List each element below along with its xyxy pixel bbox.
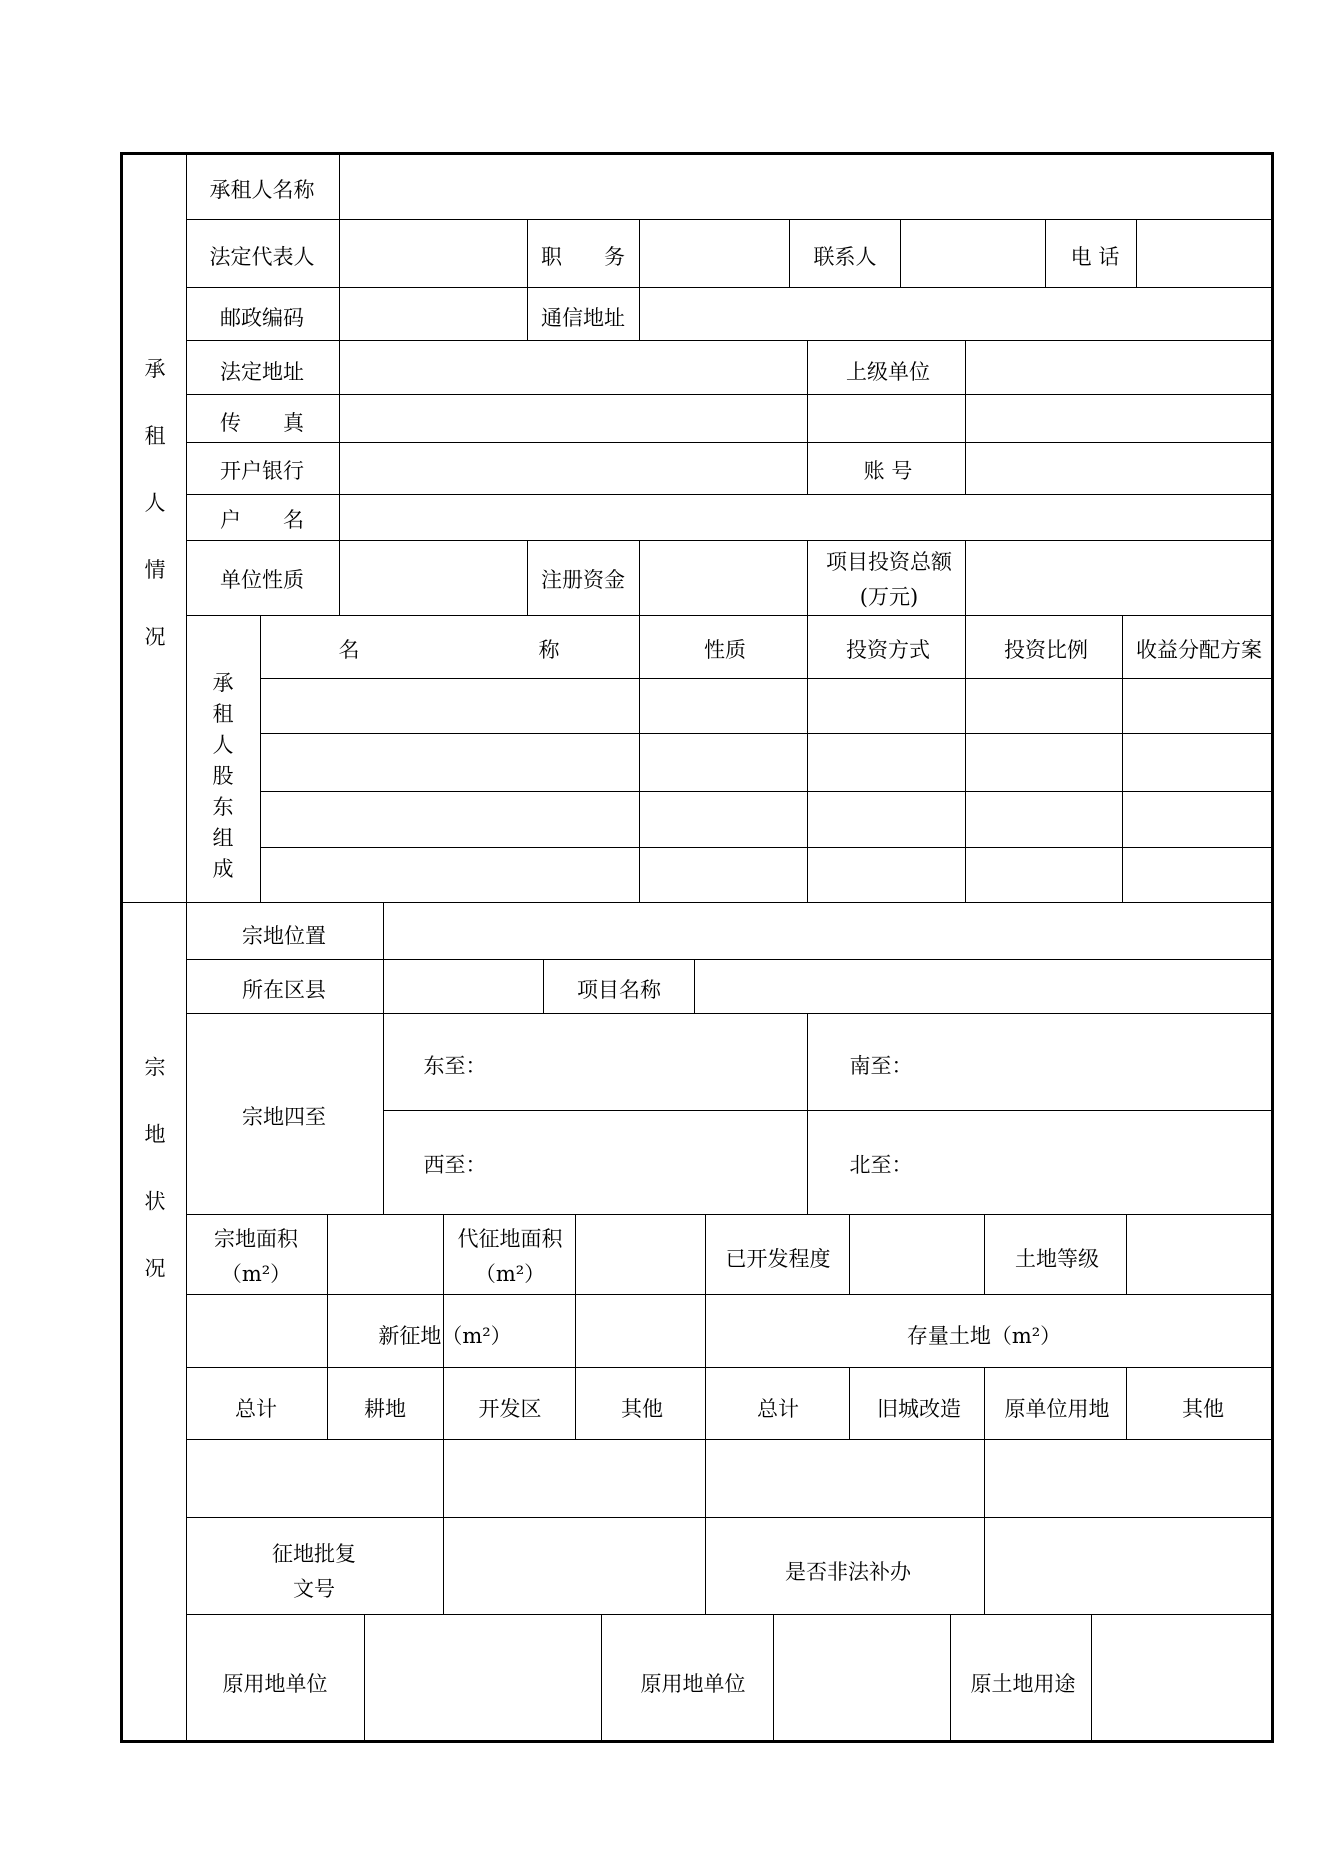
label-boundaries: 宗地四至 [242,1105,326,1129]
grid-line-vertical [443,1439,444,1614]
label-unit-nature: 单位性质 [220,568,304,592]
grid-line-vertical [807,615,808,902]
grid-line-vertical [1045,219,1046,287]
grid-line-vertical [773,1614,774,1740]
grid-line-horizontal [186,1013,1274,1014]
grid-line-vertical [900,219,901,287]
grid-line-vertical [984,1517,985,1614]
grid-line-horizontal [186,1439,1274,1440]
grid-line-vertical [639,540,640,615]
label-investment-total: 项目投资总额 (万元) [826,550,952,609]
col-orig-unit-land: 原单位用地 [1004,1397,1110,1421]
grid-line-vertical [527,540,528,615]
grid-line-horizontal [186,394,1274,395]
label-orig-unit-2: 原用地单位 [640,1672,746,1696]
grid-line-vertical [601,1614,602,1740]
label-new-land: 新征地（m²） [378,1324,512,1348]
label-project-name: 项目名称 [577,978,661,1002]
grid-line-horizontal [186,1614,1274,1615]
grid-line-vertical [965,540,966,615]
grid-line-vertical [984,1367,985,1517]
grid-line-horizontal [186,1517,1274,1518]
grid-line-horizontal [186,959,1274,960]
grid-line-vertical [807,1013,808,1214]
label-dev-degree: 已开发程度 [725,1247,831,1271]
grid-line-vertical [575,1214,576,1439]
label-stock-land: 存量土地（m²） [906,1324,1062,1348]
label-north: 北至： [849,1153,913,1177]
col-invest-mode: 投资方式 [846,638,930,662]
grid-line-vertical [364,1614,365,1740]
label-approval-no: 征地批复 文号 [272,1542,356,1601]
section-title-land: 宗地状况 [142,1056,166,1324]
label-location: 宗地位置 [242,924,326,948]
col-other-stock: 其他 [1182,1397,1224,1421]
grid-line-vertical [639,287,640,340]
grid-line-vertical [1122,615,1123,902]
grid-line-vertical [694,959,695,1013]
grid-line-horizontal [186,1214,1274,1215]
grid-line-horizontal [383,1110,1274,1111]
label-legal-address: 法定地址 [220,360,304,384]
grid-line-horizontal [186,494,1274,495]
col-other-new: 其他 [621,1397,663,1421]
col-farmland: 耕地 [364,1397,406,1421]
label-illegal: 是否非法补办 [785,1560,911,1584]
grid-line-horizontal [186,615,1274,616]
grid-line-horizontal [186,287,1274,288]
label-bank: 开户银行 [220,459,304,483]
label-account-name: 户 名 [220,508,304,532]
col-old-city: 旧城改造 [877,1397,961,1421]
label-west: 西至： [423,1153,487,1177]
col-name-part1: 名 [338,638,360,662]
grid-line-vertical [639,219,640,287]
col-nature: 性质 [704,638,746,662]
grid-line-vertical [849,1214,850,1294]
grid-line-horizontal [186,340,1274,341]
label-superior: 上级单位 [846,360,930,384]
grid-line-horizontal [186,1294,1274,1295]
label-contact: 联系人 [813,245,877,269]
label-position: 职 务 [541,245,625,269]
label-area: 宗地面积 （m²） [214,1227,298,1286]
label-orig-unit-1: 原用地单位 [222,1672,328,1696]
grid-line-vertical [1126,1214,1127,1294]
grid-line-horizontal [186,1367,1274,1368]
grid-line-vertical [965,340,966,494]
section-title-applicant: 承租人情况 [142,357,166,693]
col-dev-zone: 开发区 [478,1397,542,1421]
grid-line-vertical [339,155,340,219]
label-postcode: 邮政编码 [220,306,304,330]
col-total-new: 总计 [235,1397,277,1421]
label-reg-capital: 注册资金 [541,568,625,592]
grid-line-vertical [789,219,790,287]
label-legal-rep: 法定代表人 [209,245,315,269]
col-name-part2: 称 [538,638,560,662]
grid-line-vertical [383,902,384,1214]
grid-line-horizontal [186,219,1274,220]
label-shareholders: 承租人股东组成 [210,671,234,889]
grid-line-vertical [849,1367,850,1439]
grid-line-vertical [327,1214,328,1439]
label-applicant-name: 承租人名称 [209,178,315,202]
col-invest-ratio: 投资比例 [1004,638,1088,662]
grid-line-horizontal [186,540,1274,541]
grid-line-vertical [339,219,340,615]
grid-line-vertical [639,615,640,902]
label-address: 通信地址 [541,306,625,330]
label-east: 东至： [423,1054,487,1078]
col-profit: 收益分配方案 [1136,638,1262,662]
label-south: 南至： [849,1054,913,1078]
grid-line-vertical [1091,1614,1092,1740]
grid-line-vertical [807,540,808,615]
grid-line-vertical [1126,1367,1127,1439]
grid-line-vertical [543,959,544,1013]
grid-line-horizontal [123,902,1274,903]
grid-line-vertical [186,155,187,1740]
grid-line-vertical [965,615,966,902]
grid-line-horizontal [186,442,1274,443]
label-levy-area: 代征地面积 （m²） [457,1227,563,1286]
label-fax: 传 真 [220,411,304,435]
grid-line-vertical [705,1214,706,1614]
label-orig-use: 原土地用途 [970,1672,1076,1696]
grid-line-vertical [950,1614,951,1740]
grid-line-vertical [527,219,528,340]
label-land-grade: 土地等级 [1015,1247,1099,1271]
grid-line-vertical [260,615,261,902]
grid-line-vertical [807,340,808,494]
grid-line-vertical [984,1214,985,1294]
label-account: 账 号 [863,459,913,483]
label-district: 所在区县 [242,978,326,1002]
col-total-stock: 总计 [757,1397,799,1421]
label-phone: 电 话 [1070,245,1120,269]
grid-line-vertical [1136,219,1137,287]
